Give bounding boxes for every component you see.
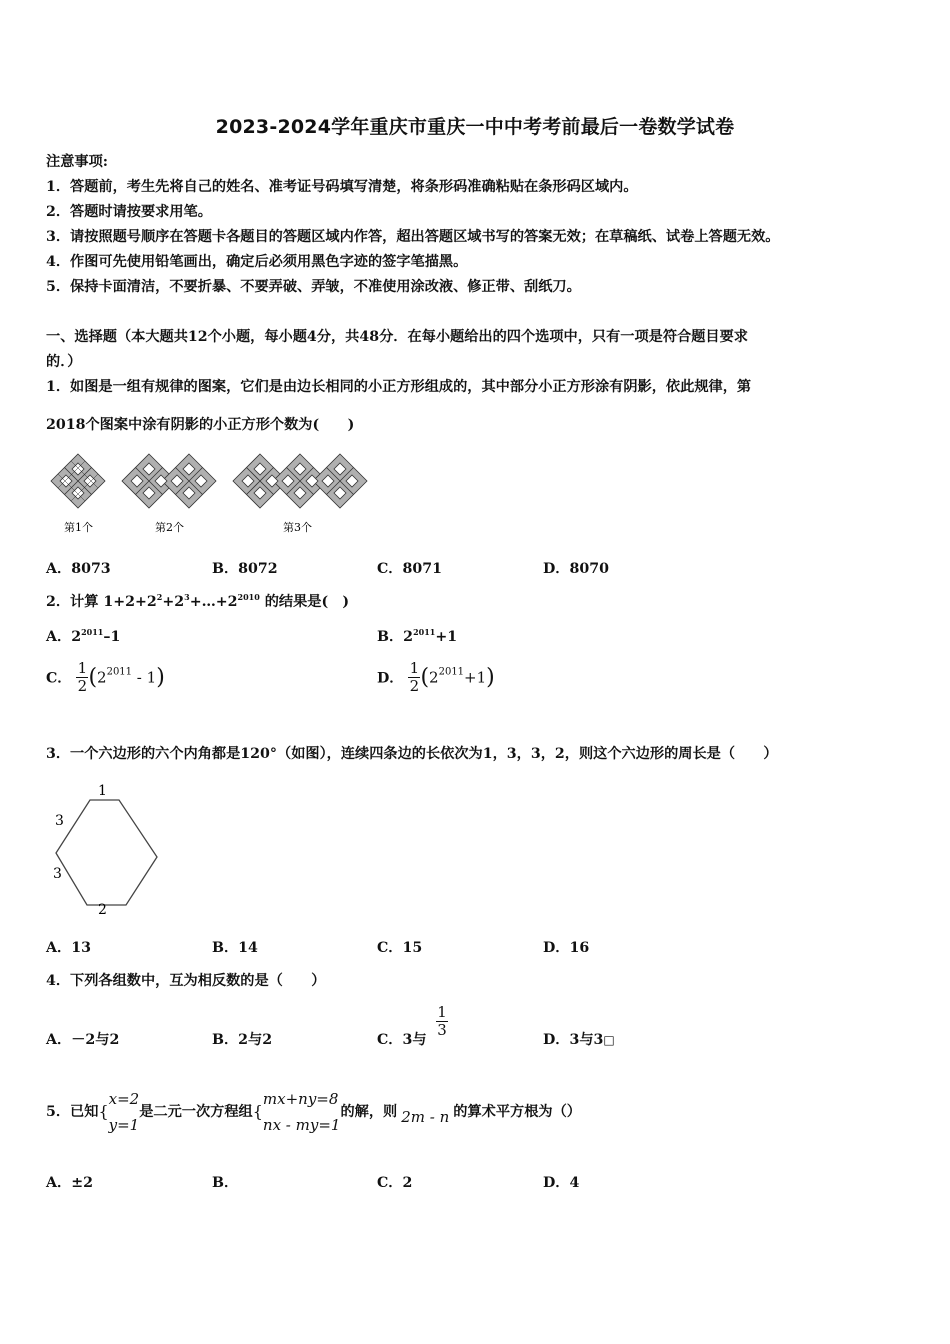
caption-2: 第2个 <box>155 521 184 534</box>
hex-label-top: 1 <box>98 783 107 799</box>
q4-option-a[interactable]: A．－2与2 <box>46 1032 120 1048</box>
hex-label-upper-left: 3 <box>55 813 64 829</box>
q1-option-a[interactable]: A．8073 <box>46 561 111 577</box>
q3-option-a[interactable]: A．13 <box>46 940 91 956</box>
q4-option-b[interactable]: B．2与2 <box>212 1032 273 1048</box>
note-item-5: 5．保持卡面清洁，不要折暴、不要弄破、弄皱，不准使用涂改液、修正带、刮纸刀。 <box>46 279 581 295</box>
q5-option-b[interactable]: B． <box>212 1175 239 1191</box>
q3-option-c[interactable]: C．15 <box>377 940 423 956</box>
q1-option-d[interactable]: D．8070 <box>543 561 609 577</box>
hex-label-bottom: 2 <box>98 902 107 916</box>
q2-option-c[interactable]: C． $\frac{1}{2}$ $(2^{2011} - 1)$ <box>46 659 165 695</box>
caption-3: 第3个 <box>283 521 312 534</box>
notes-heading: 注意事项: <box>46 154 108 170</box>
hex-label-lower-left: 3 <box>53 866 62 882</box>
q1-stem-line2: 2018个图案中涂有阴影的小正方形个数为( ) <box>46 417 355 433</box>
q5-option-d[interactable]: D．4 <box>543 1175 580 1191</box>
fraction-half: $\frac{1}{2}$ <box>77 659 88 695</box>
note-item-2: 2．答题时请按要求用笔。 <box>46 204 212 220</box>
q3-hexagon-figure <box>46 780 161 916</box>
q1-pattern-figure <box>46 452 368 536</box>
q2-option-d[interactable]: D． $\frac{1}{2}$ $(2^{2011}+1)$ <box>377 659 495 695</box>
section-heading-line2: 的．） <box>46 354 82 370</box>
q5-stem: 5．已知{ x=2 y=1 是二元一次方程组{ mx+ny=8 nx - my=1 的解，则 2m - n 的算术平方根为（） <box>46 1090 581 1134</box>
note-item-1: 1．答题前，考生先将自己的姓名、准考证号码填写清楚，将条形码准确粘贴在条形码区域内。 <box>46 179 638 195</box>
pattern-3 <box>233 454 367 508</box>
page-title: 2023-2024学年重庆市重庆一中中考考前最后一卷数学试卷 <box>215 116 735 138</box>
q4-option-c-fraction: $\frac{1}{3}$ <box>437 1003 447 1039</box>
q4-stem: 4．下列各组数中，互为相反数的是（ ） <box>46 973 326 989</box>
q2-stem: 2．计算 $1+2+2^2+2^3+\dots+2^{2010}$ 的结果是( ) <box>46 592 350 610</box>
note-item-4: 4．作图可先使用铅笔画出，确定后必须用黑色字迹的签字笔描黑。 <box>46 254 468 270</box>
q1-stem-line1: 1．如图是一组有规律的图案，它们是由边长相同的小正方形组成的，其中部分小正方形涂有阴影，依此规律，第 <box>46 379 752 395</box>
q3-option-d[interactable]: D．16 <box>543 940 590 956</box>
section-heading-line1: 一、选择题（本大题共12个小题，每小题4分，共48分．在每小题给出的四个选项中，只有一项是符合题目要求 <box>46 329 748 345</box>
q1-option-c[interactable]: C．8071 <box>377 561 442 577</box>
q1-option-b[interactable]: B．8072 <box>212 561 278 577</box>
q3-stem: 3．一个六边形的六个内角都是120°（如图），连续四条边的长依次为1，3，3，2，则这个六边形的周长是（ ） <box>46 746 778 762</box>
q2-option-b[interactable]: B．$2^{2011}+1$ <box>377 627 458 645</box>
q5-option-c[interactable]: C．2 <box>377 1175 413 1191</box>
q5-option-a[interactable]: A．±2 <box>46 1175 93 1191</box>
caption-1: 第1个 <box>64 521 93 534</box>
pattern-1 <box>51 454 105 508</box>
note-item-3: 3．请按照题号顺序在答题卡各题目的答题区域内作答，超出答题区域书写的答案无效；在草稿纸、试卷上答题无效。 <box>46 229 780 245</box>
q4-option-d[interactable]: D．3与3□ <box>543 1032 615 1048</box>
q2-option-a[interactable]: A．$2^{2011}-1$ <box>46 627 121 645</box>
q3-option-b[interactable]: B．14 <box>212 940 258 956</box>
pattern-2 <box>122 454 216 508</box>
broken-image-icon: □ <box>603 1033 615 1047</box>
q4-option-c[interactable]: C．3与 <box>377 1032 427 1048</box>
fraction-half: $\frac{1}{2}$ <box>409 659 420 695</box>
